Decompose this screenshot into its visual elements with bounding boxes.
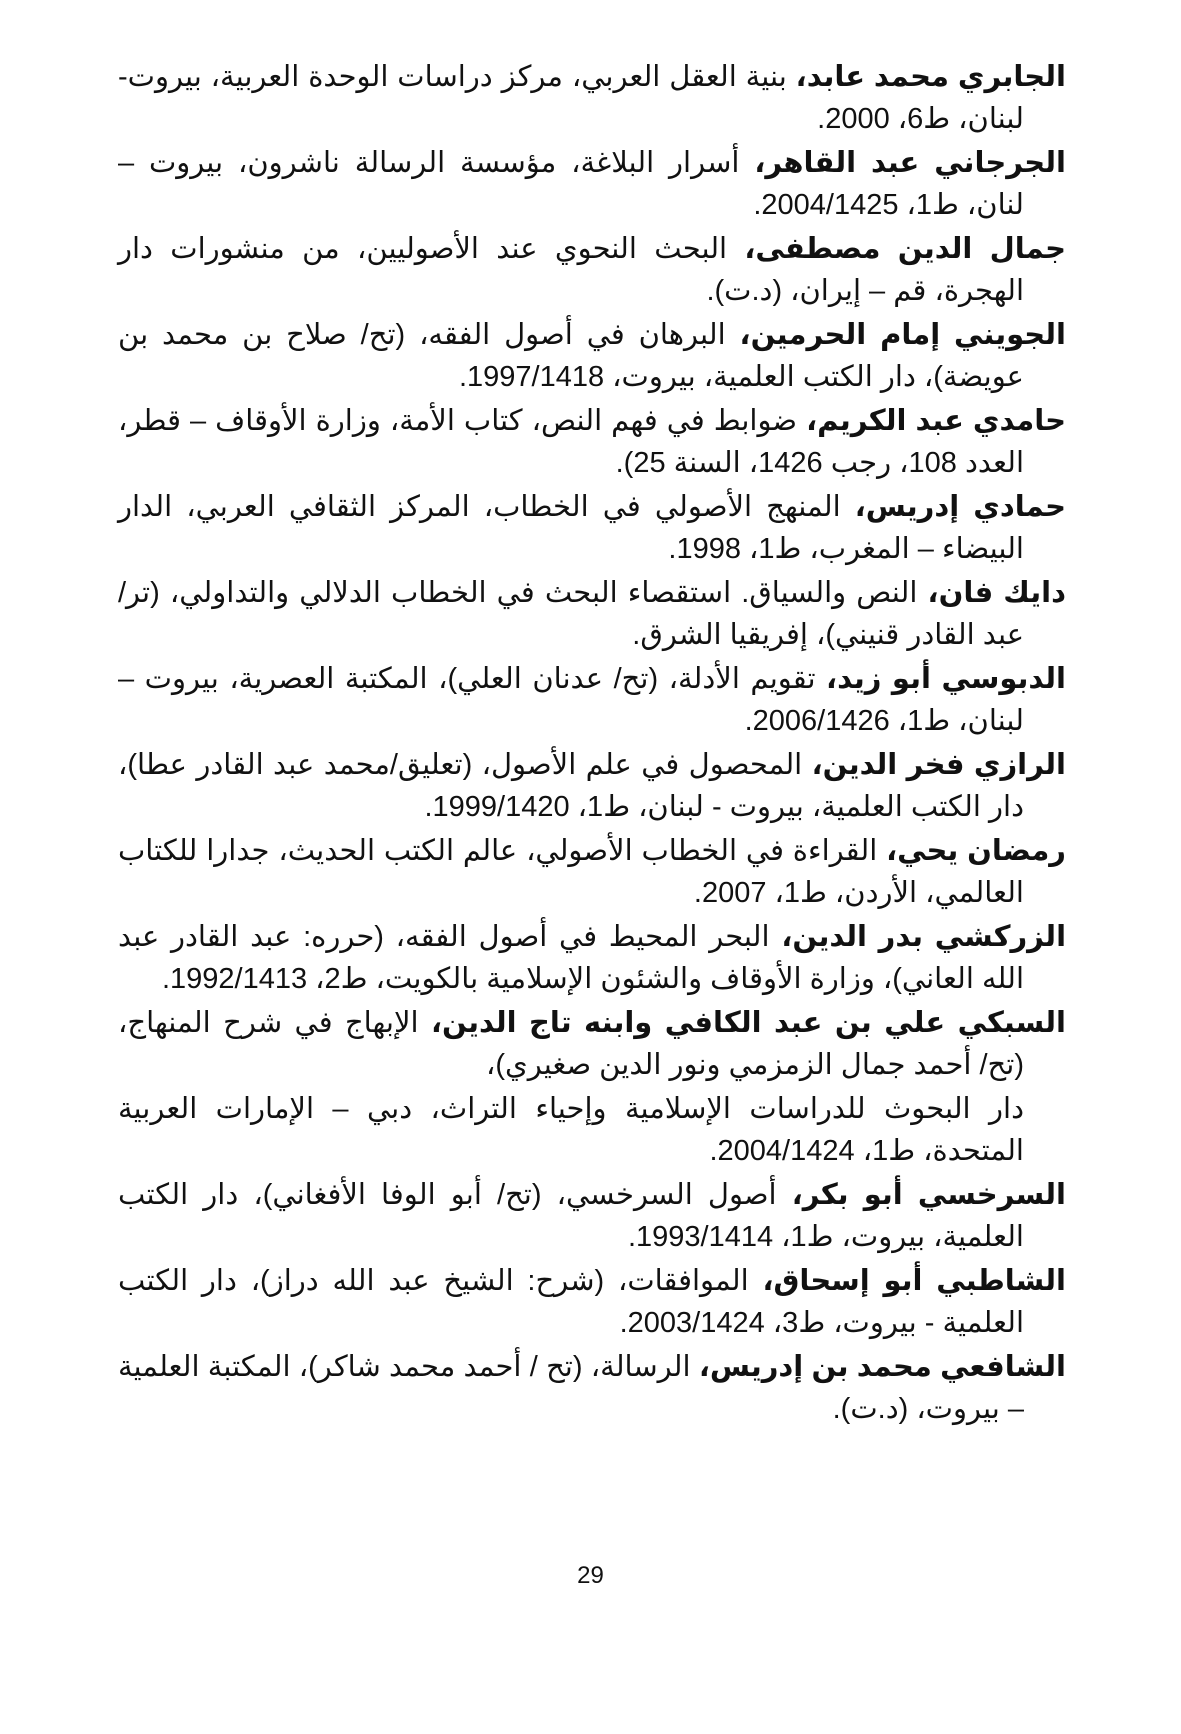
reference-author: الزركشي بدر الدين، — [781, 921, 1067, 953]
reference-entry — [118, 744, 1066, 828]
reference-author: الجرجاني عبد القاهر، — [754, 147, 1066, 179]
reference-entry — [118, 1346, 1066, 1430]
reference-entry — [118, 486, 1066, 570]
reference-author: رمضان يحي، — [886, 835, 1066, 867]
reference-entry — [118, 572, 1066, 656]
reference-details: البحر المحيط في أصول الفقه، (حرره: عبد القادر عبد الله العاني)، وزارة الأوقاف والشئون الإسلامية بالكويت، ط2، 1992/1413. — [118, 921, 1024, 995]
reference-author: جمال الدين مصطفى، — [744, 233, 1066, 265]
reference-author: الشاطبي أبو إسحاق، — [762, 1265, 1066, 1297]
reference-entry — [118, 1002, 1066, 1086]
reference-author: الدبوسي أبو زيد، — [826, 663, 1066, 695]
reference-entry — [118, 56, 1066, 140]
reference-author: الشافعي محمد بن إدريس، — [698, 1351, 1066, 1383]
reference-details: الرسالة، (تح / أحمد محمد شاكر)، المكتبة العلمية – بيروت، (د.ت). — [118, 1351, 1024, 1425]
reference-author: السرخسي أبو بكر، — [791, 1179, 1066, 1211]
reference-entry — [118, 830, 1066, 914]
reference-details: القراءة في الخطاب الأصولي، عالم الكتب الحديث، جدارا للكتاب العالمي، الأردن، ط1، 2007. — [118, 835, 1024, 909]
reference-details: بنية العقل العربي، مركز دراسات الوحدة العربية، بيروت- لبنان، ط6، 2000. — [118, 61, 1024, 135]
reference-details: أصول السرخسي، (تح/ أبو الوفا الأفغاني)، دار الكتب العلمية، بيروت، ط1، 1993/1414. — [118, 1179, 1024, 1253]
reference-author: الرازي فخر الدين، — [811, 749, 1066, 781]
reference-details: البحث النحوي عند الأصوليين، من منشورات دار الهجرة، قم – إيران، (د.ت). — [118, 233, 1024, 307]
reference-details: النص والسياق. استقصاء البحث في الخطاب الدلالي والتداولي، (تر/ عبد القادر قنيني)، إفريقيا الشرق. — [118, 577, 1024, 651]
reference-details: المنهج الأصولي في الخطاب، المركز الثقافي العربي، الدار البيضاء – المغرب، ط1، 1998. — [118, 491, 1024, 565]
reference-details: الموافقات، (شرح: الشيخ عبد الله دراز)، دار الكتب العلمية - بيروت، ط3، 2003/1424. — [118, 1265, 1024, 1339]
reference-details: تقويم الأدلة، (تح/ عدنان العلي)، المكتبة العصرية، بيروت – لبنان، ط1، 2006/1426. — [118, 663, 1024, 737]
reference-details: الإبهاج في شرح المنهاج، (تح/ أحمد جمال الزمزمي ونور الدين صغيري)، — [118, 1007, 1024, 1081]
reference-author: حمادي إدريس، — [854, 491, 1066, 523]
reference-entry — [118, 658, 1066, 742]
reference-details: ضوابط في فهم النص، كتاب الأمة، وزارة الأوقاف – قطر، العدد 108، رجب 1426، السنة 25). — [118, 405, 1024, 479]
reference-author: السبكي علي بن عبد الكافي وابنه تاج الدين، — [430, 1007, 1066, 1039]
reference-entry — [118, 1260, 1066, 1344]
reference-entry — [118, 228, 1066, 312]
reference-entry — [118, 916, 1066, 1000]
reference-entry — [118, 400, 1066, 484]
reference-details: المحصول في علم الأصول، (تعليق/محمد عبد القادر عطا)، دار الكتب العلمية، بيروت - لبنان، ط1، 1999/1420. — [118, 749, 1024, 823]
reference-entry-continuation — [118, 1088, 1066, 1172]
reference-details: البرهان في أصول الفقه، (تح/ صلاح بن محمد بن عويضة)، دار الكتب العلمية، بيروت، 1997/1418. — [118, 319, 1024, 393]
bibliography-list — [118, 56, 1066, 1432]
reference-author: دايك فان، — [927, 577, 1067, 609]
reference-author: حامدي عبد الكريم، — [806, 405, 1066, 437]
reference-details: أسرار البلاغة، مؤسسة الرسالة ناشرون، بيروت – لنان، ط1، 2004/1425. — [118, 147, 1024, 221]
reference-entry — [118, 1174, 1066, 1258]
reference-entry — [118, 142, 1066, 226]
reference-author: الجابري محمد عابد، — [795, 61, 1066, 93]
page-number: 29 — [577, 1562, 604, 1589]
reference-author: الجويني إمام الحرمين، — [739, 319, 1066, 351]
reference-entry — [118, 314, 1066, 398]
reference-details: دار البحوث للدراسات الإسلامية وإحياء التراث، دبي – الإمارات العربية المتحدة، ط1، 2004/1424. — [118, 1093, 1024, 1167]
